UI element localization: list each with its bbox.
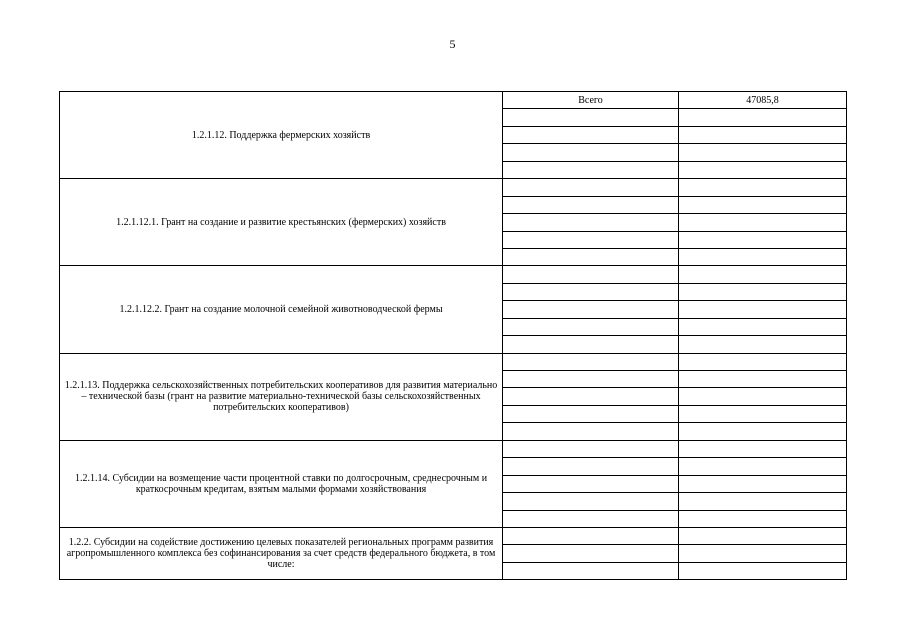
empty-label-cell (503, 336, 679, 353)
indicator-value-cell (679, 440, 847, 457)
empty-label-cell (503, 231, 679, 248)
empty-label-cell (503, 458, 679, 475)
empty-value-cell (679, 493, 847, 510)
empty-label-cell (503, 318, 679, 335)
empty-value-cell (679, 510, 847, 527)
program-name-cell: 1.2.1.13. Поддержка сельскохозяйственных потребительских кооперативов для развития материально – технической базы (грант на развитие материально-технической базы сельскохозяйственных потребительских кооперативов) (60, 353, 503, 440)
indicator-value-cell (679, 353, 847, 370)
empty-value-cell (679, 109, 847, 126)
empty-label-cell (503, 423, 679, 440)
empty-label-cell (503, 475, 679, 492)
indicator-label-cell (503, 440, 679, 457)
empty-value-cell (679, 248, 847, 265)
empty-value-cell (679, 336, 847, 353)
table-row (60, 92, 847, 109)
empty-label-cell (503, 126, 679, 143)
indicator-value-cell (679, 179, 847, 196)
table-row (60, 266, 847, 283)
indicator-value-cell (679, 266, 847, 283)
empty-value-cell (679, 545, 847, 562)
empty-label-cell (503, 388, 679, 405)
program-name-cell: 1.2.1.12. Поддержка фермерских хозяйств (60, 92, 503, 179)
table-row (60, 353, 847, 370)
empty-value-cell (679, 475, 847, 492)
empty-label-cell (503, 144, 679, 161)
empty-value-cell (679, 458, 847, 475)
indicator-label-cell (503, 527, 679, 544)
page-number: 5 (449, 37, 456, 51)
empty-label-cell (503, 562, 679, 579)
empty-value-cell (679, 423, 847, 440)
empty-value-cell (679, 388, 847, 405)
empty-value-cell (679, 301, 847, 318)
empty-value-cell (679, 214, 847, 231)
empty-label-cell (503, 196, 679, 213)
empty-value-cell (679, 562, 847, 579)
empty-value-cell (679, 283, 847, 300)
empty-label-cell (503, 405, 679, 422)
empty-label-cell (503, 214, 679, 231)
empty-value-cell (679, 196, 847, 213)
empty-label-cell (503, 109, 679, 126)
empty-label-cell (503, 510, 679, 527)
indicator-label-cell (503, 179, 679, 196)
program-name-cell: 1.2.1.14. Субсидии на возмещение части процентной ставки по долгосрочным, среднесрочным и краткосрочным кредитам, взятым малыми формами хозяйствования (60, 440, 503, 527)
table-row (60, 440, 847, 457)
program-name-cell: 1.2.2. Субсидии на содействие достижению целевых показателей региональных программ развития агропромышленного комплекса без софинансирования за счет средств федерального бюджета, в том числе: (60, 527, 503, 579)
empty-label-cell (503, 371, 679, 388)
empty-value-cell (679, 405, 847, 422)
table-row (60, 179, 847, 196)
empty-value-cell (679, 231, 847, 248)
empty-value-cell (679, 126, 847, 143)
indicator-label-cell (503, 266, 679, 283)
empty-label-cell (503, 161, 679, 178)
empty-value-cell (679, 371, 847, 388)
program-funding-table (59, 91, 847, 580)
empty-value-cell (679, 161, 847, 178)
empty-label-cell (503, 493, 679, 510)
empty-label-cell (503, 301, 679, 318)
indicator-label-cell (503, 353, 679, 370)
indicator-value-cell (679, 527, 847, 544)
empty-label-cell (503, 248, 679, 265)
empty-label-cell (503, 283, 679, 300)
program-name-cell: 1.2.1.12.2. Грант на создание молочной семейной животноводческой фермы (60, 266, 503, 353)
empty-label-cell (503, 545, 679, 562)
table-row (60, 527, 847, 544)
indicator-value-cell: 47085,8 (679, 92, 847, 109)
empty-value-cell (679, 318, 847, 335)
indicator-label-cell: Всего (503, 92, 679, 109)
empty-value-cell (679, 144, 847, 161)
program-name-cell: 1.2.1.12.1. Грант на создание и развитие крестьянских (фермерских) хозяйств (60, 179, 503, 266)
